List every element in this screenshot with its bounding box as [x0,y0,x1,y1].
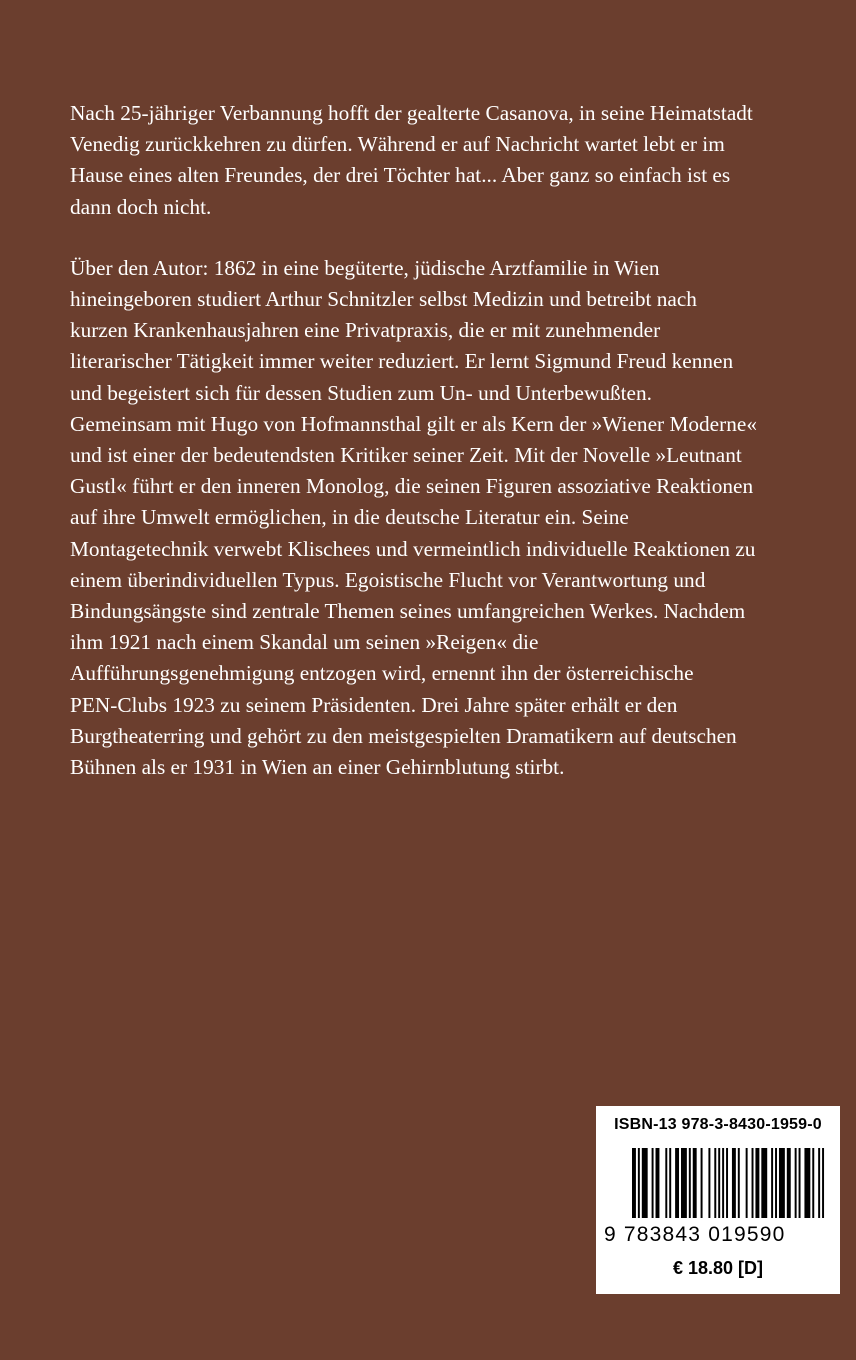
back-cover-text [70,98,800,783]
blurb-line: dann doch nicht. [70,194,212,219]
barcode-bar [761,1148,767,1218]
author-bio-line: und ist einer der bedeutendsten Kritiker seiner Zeit. Mit der Novelle »Leutnant [70,443,742,468]
author-bio-line: Aufführungsgenehmigung entzogen wird, ernennt ihn der österreichische [70,661,694,686]
author-bio-line: Montagetechnik verwebt Klischees und vermeintlich individuelle Reaktionen zu [70,536,756,561]
blurb-line: Hause eines alten Freundes, der drei Töchter hat... Aber ganz so einfach ist es [70,163,731,188]
barcode-bar [718,1148,720,1218]
author-bio-line: hineingeboren studiert Arthur Schnitzler selbst Medizin und betreibt nach [70,287,697,312]
barcode-bar [775,1148,777,1218]
barcode-bar [732,1148,736,1218]
barcode-bar [701,1148,703,1218]
barcode-bar [656,1148,660,1218]
barcode-bar [804,1148,810,1218]
barcode-bar [708,1148,710,1218]
author-bio-line: literarischer Tätigkeit immer weiter reduziert. Er lernt Sigmund Freud kennen [70,349,734,374]
barcode-bar [787,1148,791,1218]
barcode-bar [681,1148,687,1218]
author-bio-line: und begeistert sich für dessen Studien zum Un- und Unterbewußten. [70,380,652,405]
author-bio-line: Bindungsängste sind zentrale Themen seines umfangreichen Werkes. Nachdem [70,599,746,624]
author-bio-line: Burgtheaterring und gehört zu den meistgespielten Dramatikern auf deutschen [70,723,737,748]
barcode-bar [799,1148,801,1218]
barcode-bar [795,1148,797,1218]
blurb-line: Venedig zurückkehren zu dürfen. Während er auf Nachricht wartet lebt er im [70,132,725,157]
barcode-bar [738,1148,740,1218]
author-bio-line: ihm 1921 nach einem Skandal um seinen »Reigen« die [70,630,539,655]
author-bio-line: Bühnen als er 1931 in Wien an einer Gehirnblutung stirbt. [70,755,565,780]
barcode-bar [693,1148,697,1218]
author-bio-line: auf ihre Umwelt ermöglichen, in die deutsche Literatur ein. Seine [70,505,629,530]
barcode-bar [746,1148,748,1218]
barcode-bar [755,1148,759,1218]
blurb-paragraph [70,98,800,223]
isbn-label: ISBN-13 978-3-8430-1959-0 [614,1116,822,1133]
author-bio-line: Gustl« führt er den inneren Monolog, die seinen Figuren assoziative Reaktionen [70,474,754,499]
author-bio-line: PEN-Clubs 1923 zu seinem Präsidenten. Drei Jahre später erhält er den [70,692,678,717]
barcode-bar [726,1148,728,1218]
barcode-bar [675,1148,679,1218]
barcode-bar [652,1148,654,1218]
barcode-bar [665,1148,667,1218]
barcode-bar [779,1148,785,1218]
barcode-bar [722,1148,724,1218]
barcode-bar [669,1148,671,1218]
barcode-graphic [632,1148,826,1218]
blurb-line: Nach 25-jähriger Verbannung hofft der gealterte Casanova, in seine Heimatstadt [70,101,753,125]
barcode-bar [752,1148,754,1218]
barcode-bar [714,1148,716,1218]
barcode-bar [818,1148,820,1218]
price-label: € 18.80 [D] [672,1258,764,1278]
barcode-bar [638,1148,640,1218]
barcode-bar [822,1148,824,1218]
author-bio-line: Gemeinsam mit Hugo von Hofmannsthal gilt er als Kern der »Wiener Moderne« [70,411,757,436]
barcode-bar [771,1148,773,1218]
author-bio-line: einem überindividuellen Typus. Egoistische Flucht vor Verantwortung und [70,567,706,592]
barcode-bar [689,1148,691,1218]
barcode-digits: 9 783843 019590 [604,1223,786,1246]
isbn-barcode-box [596,1106,840,1294]
author-bio-line: Über den Autor: 1862 in eine begüterte, jüdische Arztfamilie in Wien [70,255,660,280]
author-bio-paragraph [70,253,800,783]
barcode-bar [812,1148,814,1218]
barcode-bar [632,1148,636,1218]
author-bio-line: kurzen Krankenhausjahren eine Privatpraxis, die er mit zunehmender [70,318,661,343]
barcode-bar [642,1148,648,1218]
